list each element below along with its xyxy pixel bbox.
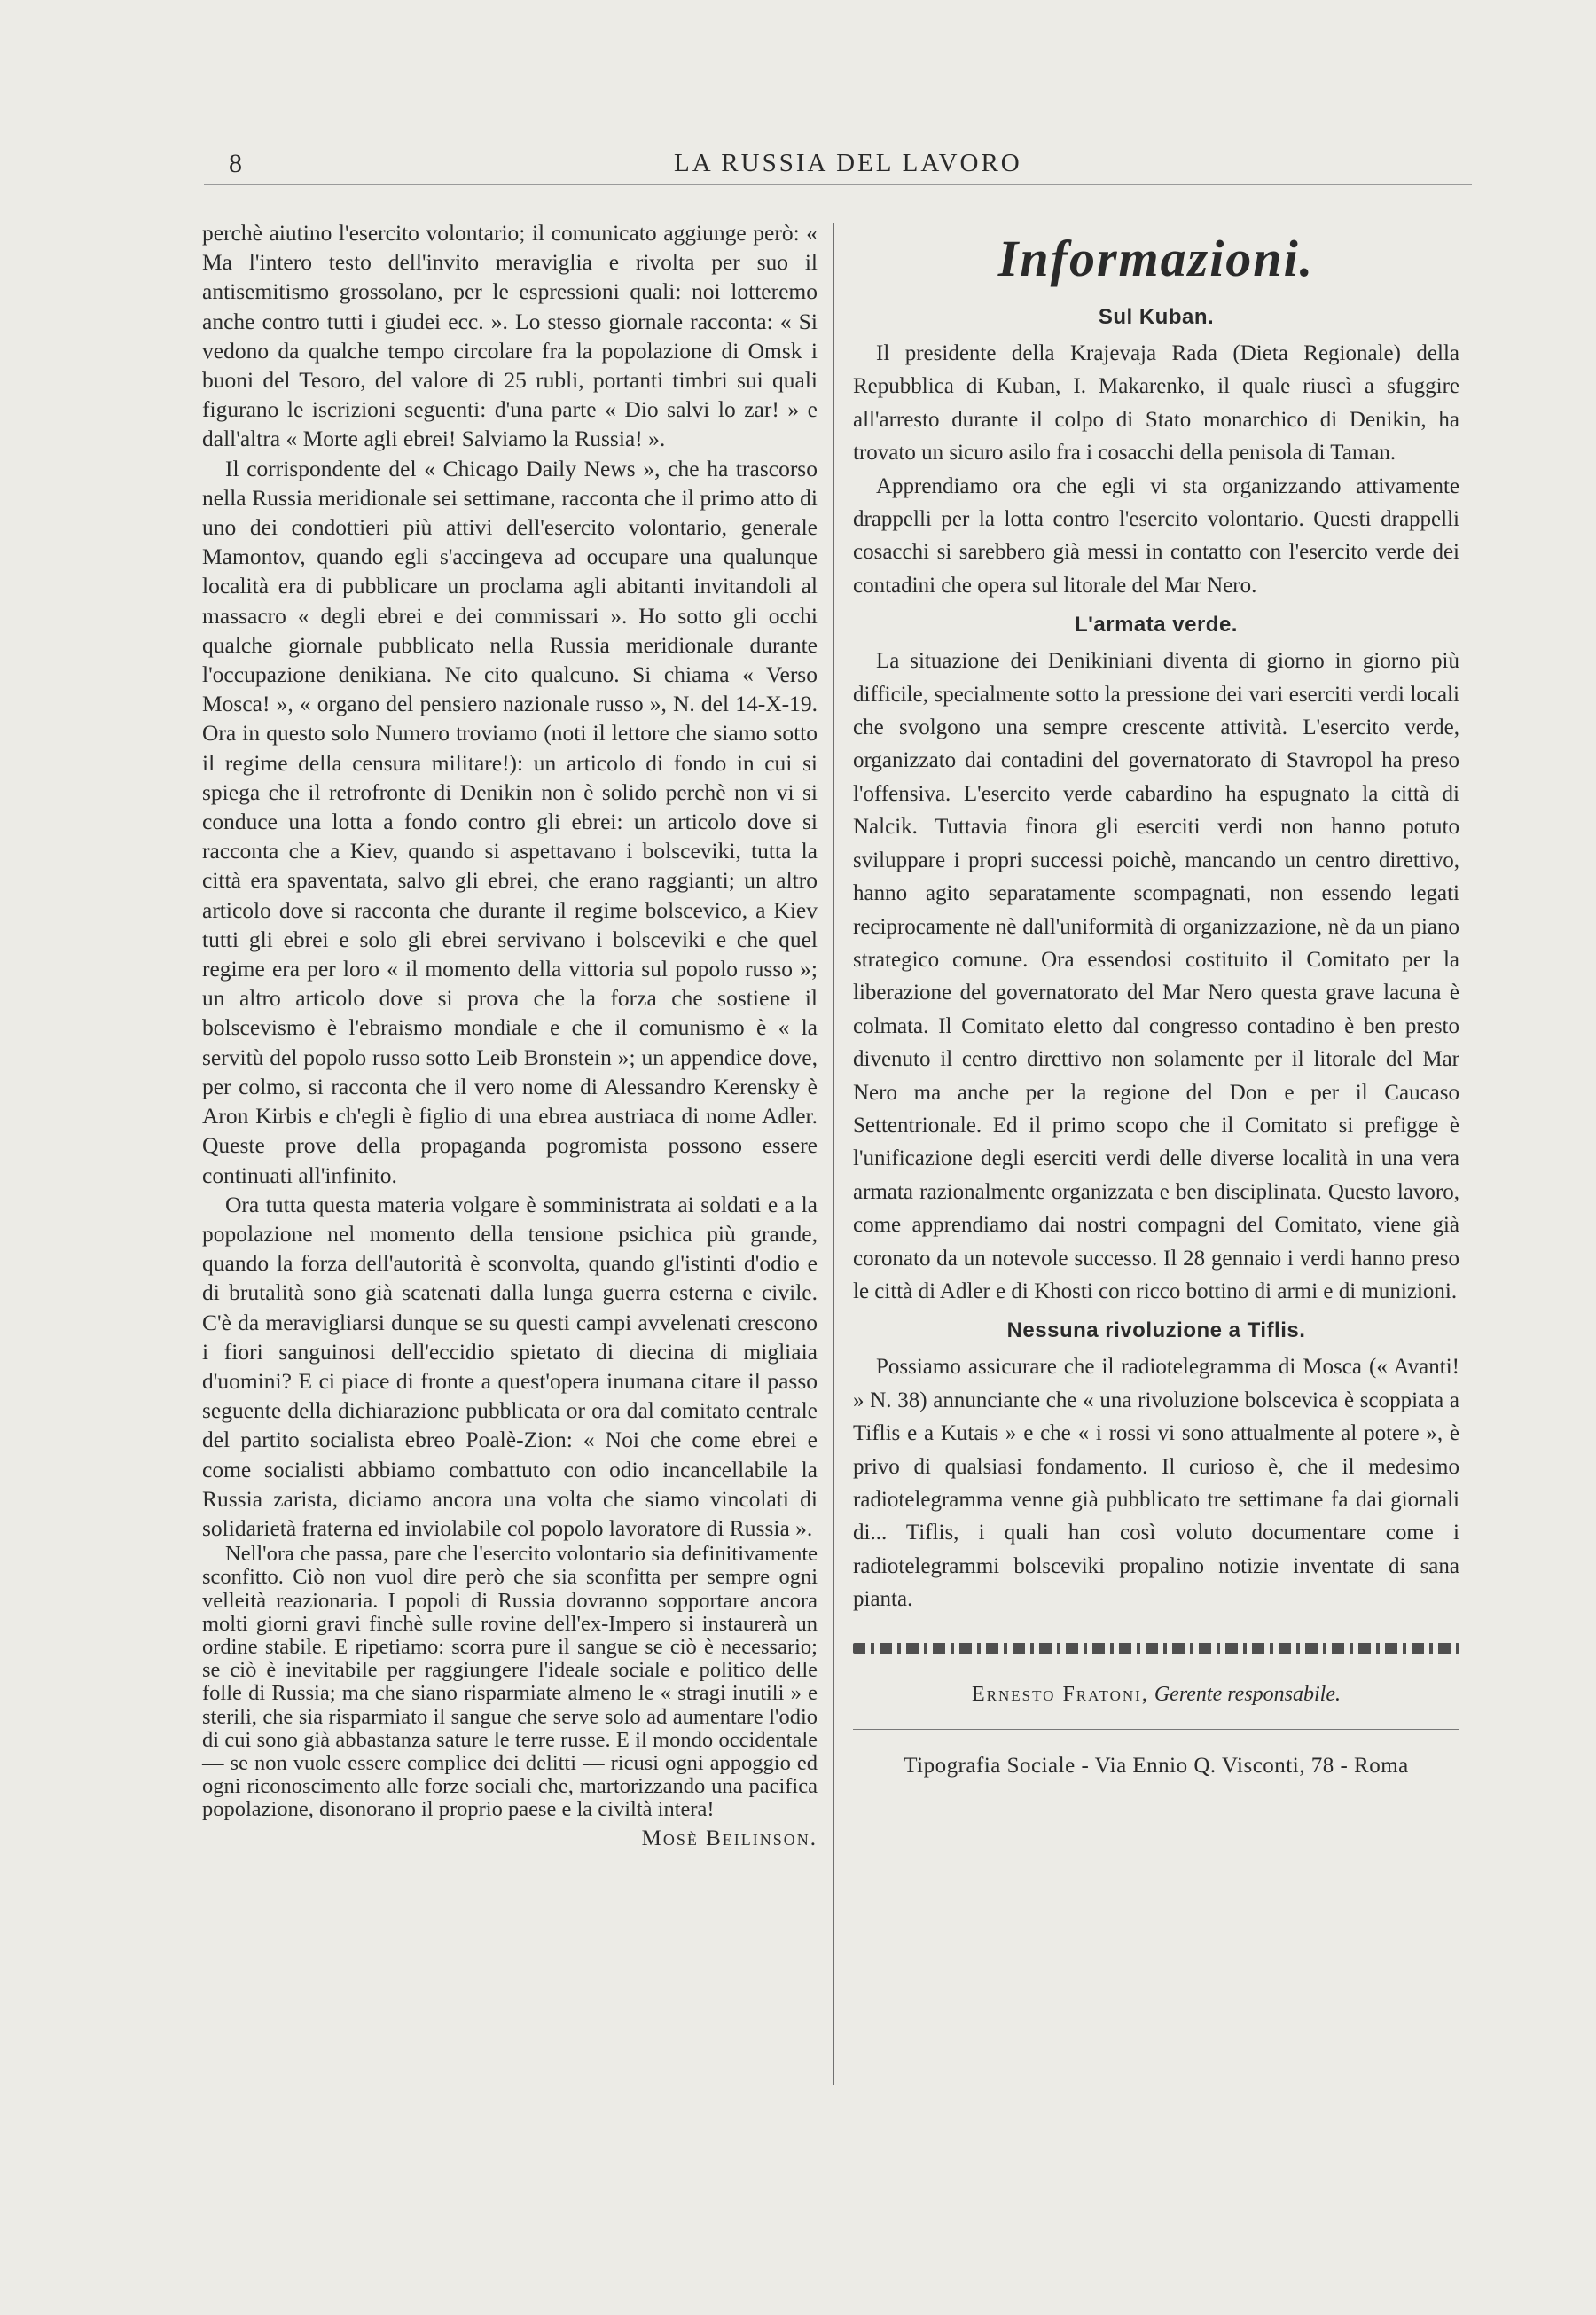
article-heading: L'armata verde. bbox=[1075, 613, 1238, 637]
editor-role: Gerente responsabile. bbox=[1154, 1682, 1342, 1706]
editor-name: Ernesto Fratoni, bbox=[971, 1682, 1149, 1706]
body-paragraph: perchè aiutino l'esercito volontario; il comunicato aggiunge però: « Ma l'intero testo dell'invito meraviglia e rivolta per suo il antisemitismo grossolano, per le espressioni quali: noi lotteremo anche contro tutti i giudei ecc. ». Lo stesso giornale racconta: « Si vedono da qualche tempo circolare fra la popolazione di Omsk i buoni del Tesoro, del valore di 25 rubli, portanti timbri sui quali figurano le iscrizioni seguenti: d'una parte « Dio salvi lo zar! » e dall'altra « Morte agli ebrei! Salviamo la Russia! ». bbox=[202, 220, 818, 452]
right-column bbox=[853, 223, 1459, 1782]
body-paragraph: Il corrispondente del « Chicago Daily News », che ha trascorso nella Russia meridionale sei settimane, racconta che il primo atto di uno dei condottieri più attivi dell'esercito volontario, generale Mamontov, quando egli s'accingeva ad occupare una qualunque località era di pubblicare un proclama agli abitanti invitandoli al massacro « degli ebrei e dei commissari ». Ho sotto gli occhi qualche giornale pubblicato nella Russia meridionale durante l'occupazione denikiana. Ne cito qualcuno. Si chiama « Verso Mosca! », « organo del pensiero nazionale russo », N. del 14-X-19. Ora in questo solo Numero troviamo (noti il lettore che siamo sotto il regime della censura militare!): un articolo di fondo in cui si spiega che il retrofronte di Denikin non è solido perchè non vi si conduce una lotta a fondo contro gli ebrei: un articolo dove si racconta che a Kiev, quando si aspettavano i bolsceviki, tutta la città era spaventata, salvo gli ebrei, che erano raggianti; un altro articolo dove si racconta che durante il regime bolscevico, a Kiev tutti gli ebrei e solo gli ebrei servivano i bolsceviki e che quel regime era per loro « il momento della vittoria sul popolo russo »; un altro articolo dove si prova che la forza che sostiene il bolscevismo è l'ebraismo mondiale e che il comunismo è « la servitù del popolo russo sotto Leib Bronstein »; un appendice dove, per colmo, si racconta che il vero nome di Alessandro Kerensky è Aron Kirbis e ch'egli è figlio di una ebrea austriaca di nome Adler. Queste prove della propaganda pogromista possono essere continuati all'infinito. bbox=[202, 455, 818, 1188]
body-paragraph: Ora tutta questa materia volgare è somministrata ai soldati e a la popolazione nel momento della tensione psichica più grande, quando la forza dell'autorità è sconvolta, quando gl'istinti d'odio e di brutalità sono già scatenati dalla lunga guerra esterna e civile. C'è da meravigliarsi dunque se su questi campi avvelenati crescono i fiori sanguinosi dell'eccidio spietato di diecina di migliaia d'uomini? E ci piace di fronte a quest'opera inumana citare il passo seguente della dichiarazione pubblicata or ora dal comitato centrale del partito socialista ebreo Poalè-Zion: « Noi che come ebrei e come socialisti abbiamo combattuto con odio incancellabile la Russia zarista, diciamo ancora una volta che siamo vincolati di solidarietà fraterna ed inviolabile col popolo lavoratore di Russia ». bbox=[202, 1191, 818, 1541]
ornamental-divider bbox=[853, 1643, 1459, 1654]
printer-imprint: Tipografia Sociale - Via Ennio Q. Visconti, 78 - Roma bbox=[904, 1754, 1409, 1779]
header-rule bbox=[204, 184, 1472, 185]
article-paragraph: Apprendiamo ora che egli vi sta organizzando attivamente drappelli per la lotta contro l'esercito volontario. Questi drappelli cosacchi si sarebbero già messi in contatto con l'esercito verde dei contadini che opera sul litorale del Mar Nero. bbox=[853, 473, 1459, 598]
article-heading: Nessuna rivoluzione a Tiflis. bbox=[1006, 1318, 1306, 1343]
column-divider bbox=[833, 223, 834, 2085]
editor-credit bbox=[853, 1678, 1459, 1711]
section-title: Informazioni. bbox=[998, 230, 1315, 287]
article-heading: Sul Kuban. bbox=[1098, 305, 1215, 329]
body-paragraph: Nell'ora che passa, pare che l'esercito volontario sia definitivamente sconfitto. Ciò non vuol dire però che sia sconfitta per sempre ogni velleità reazionaria. I popoli di Russia dovranno sopportare ancora molti giorni gravi finchè sulle rovine dell'ex-Impero si instaurerà un ordine stabile. E ripetiamo: scorra pure il sangue se ciò è necessario; se ciò è inevitabile per raggiungere l'ideale sociale e politico delle folle di Russia; ma che siano risparmiate almeno le « stragi inutili » e sterili, che sia risparmiato il sangue che serve solo ad aumentare l'odio di cui sono già abbastanza sature le terre russe. E il mondo occidentale — se non vuole essere complice dei delitti — ricusi ogni appoggio ed ogni riconoscimento alle forze sociali che, martorizzando una pacifica popolazione, disonorano il proprio paese e la civiltà intera! bbox=[202, 1542, 818, 1822]
author-signature: Mosè Beilinson. bbox=[641, 1826, 818, 1850]
imprint-rule bbox=[853, 1729, 1459, 1730]
article-paragraph: La situazione dei Denikiniani diventa di giorno in giorno più difficile, specialmente sotto la pressione dei vari eserciti verdi locali che svolgono una sempre crescente attività. L'esercito verde, organizzato dai contadini del governatorato di Stavropol ha preso l'offensiva. L'esercito verde cabardino ha espugnato la città di Nalcik. Tuttavia finora gli eserciti verdi non hanno potuto sviluppare i propri successi poichè, mancando un centro direttivo, hanno agito separatamente scompagnati, non essendo legati reciprocamente nè dall'uniformità di organizzazione, nè da un piano strategico comune. Ora essendosi costituito il Comitato per la liberazione del governatorato del Mar Nero questa grave lacuna è colmata. Il Comitato eletto dal congresso contadino è ben presto divenuto il centro direttivo non solamente per il litorale del Mar Nero ma anche per la regione del Don e per il Caucaso Settentrionale. Ed il primo scopo che il Comitato si prefigge è l'unificazione degli eserciti verdi delle diverse località in una vera armata razionalmente organizzata e ben disciplinata. Questo lavoro, come apprendiamo dai nostri compagni del Comitato, viene già coronato da un notevole successo. Il 28 gennaio i verdi hanno preso le città di Adler e di Khosti con ricco bottino di armi e di munizioni. bbox=[853, 649, 1459, 1303]
page-number: 8 bbox=[229, 149, 242, 178]
running-title: LA RUSSIA DEL LAVORO bbox=[674, 149, 1022, 177]
left-column bbox=[202, 218, 818, 1853]
article-paragraph: Il presidente della Krajevaja Rada (Dieta Regionale) della Repubblica di Kuban, I. Makarenko, il quale riuscì a sfuggire all'arresto durante il colpo di Stato monarchico di Denikin, ha trovato un sicuro asilo fra i cosacchi della penisola di Taman. bbox=[853, 341, 1459, 465]
article-paragraph: Possiamo assicurare che il radiotelegramma di Mosca (« Avanti! » N. 38) annunciante che « una rivoluzione bolscevica è scoppiata a Tiflis e a Kutais » e che « i rossi vi sono attualmente al potere », è privo di qualsiasi fondamento. Il curioso è, che il medesimo radiotelegramma venne già pubblicato tre settimane fa dai giornali di... Tiflis, i quali han così voluto documentare come i radiotelegrammi bolsceviki propalino notizie inventate di sana pianta. bbox=[853, 1355, 1459, 1612]
